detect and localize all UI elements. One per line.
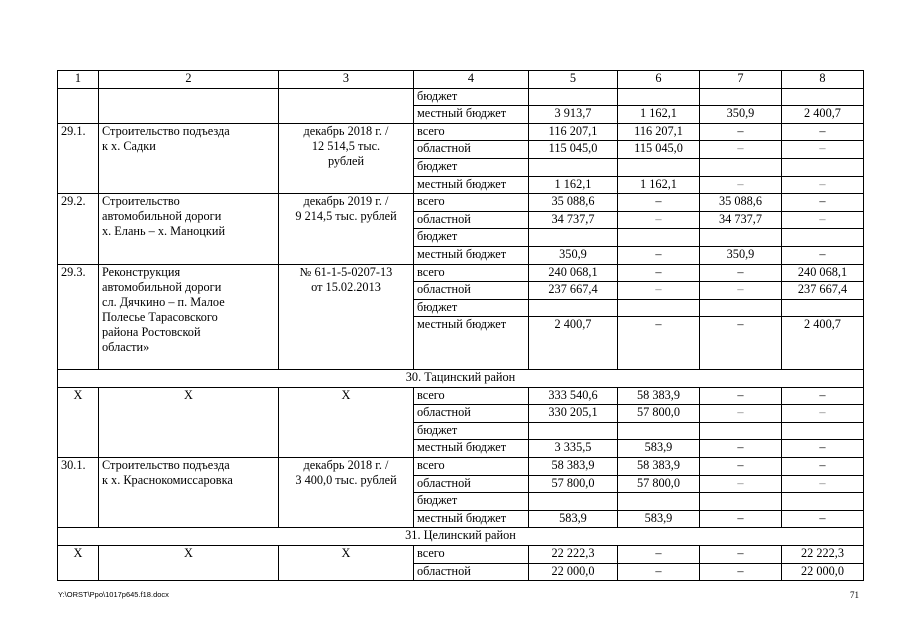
section-row [58,528,864,546]
table-cell: 58 383,9 [618,387,700,405]
table-cell: 29.3. [58,264,99,370]
table-cell: Х [99,546,279,581]
table-cell: – [782,440,864,458]
table-cell [529,299,618,317]
table-cell: 240 068,1 [782,264,864,282]
table-cell: Х [58,387,99,457]
table-cell: местный бюджет [414,440,529,458]
table-cell [58,88,99,123]
table-cell: Строительство автомобильной дороги х. Елань – х. Маноцкий [99,194,279,264]
table-cell: местный бюджет [414,317,529,370]
table-cell: 29.2. [58,194,99,264]
table-cell: декабрь 2018 г. / 3 400,0 тыс. рублей [279,458,414,528]
table-cell: – [782,458,864,476]
table-cell: 583,9 [618,440,700,458]
table-cell: всего [414,387,529,405]
table-cell: 22 000,0 [782,563,864,581]
table-cell [529,158,618,176]
table-cell: – [700,282,782,300]
table-cell: – [618,317,700,370]
table-cell: бюджет [414,493,529,511]
table-cell: – [618,563,700,581]
table-cell: – [782,211,864,229]
table-cell: бюджет [414,299,529,317]
table-cell: – [782,176,864,194]
table-cell: – [700,546,782,564]
table-cell: – [700,141,782,159]
table-cell: – [700,405,782,423]
table-cell [700,422,782,440]
table-cell [618,299,700,317]
table-cell: 22 000,0 [529,563,618,581]
table-row [58,123,864,141]
header-cell: 2 [99,71,279,89]
table-cell: 3 335,5 [529,440,618,458]
table-cell: 350,9 [700,246,782,264]
table-cell: местный бюджет [414,106,529,124]
table-cell [618,229,700,247]
footer-file-path: Y:\ORST\Ppo\1017p645.f18.docx [58,590,169,599]
table-cell: 34 737,7 [700,211,782,229]
table-cell: 29.1. [58,123,99,193]
table-cell: 240 068,1 [529,264,618,282]
table-cell: 1 162,1 [618,176,700,194]
table-cell: Реконструкция автомобильной дороги сл. Дячкино – п. Малое Полесье Тарасовского района Ростовской области» [99,264,279,370]
table-cell: бюджет [414,229,529,247]
table-cell: – [618,282,700,300]
table-cell: всего [414,458,529,476]
table-cell: 34 737,7 [529,211,618,229]
table-cell: 35 088,6 [700,194,782,212]
table-cell [618,493,700,511]
table-cell: – [782,194,864,212]
table-cell: № 61-1-5-0207-13 от 15.02.2013 [279,264,414,370]
table-cell: бюджет [414,158,529,176]
table-cell [782,88,864,106]
table-cell: 1 162,1 [618,106,700,124]
table-cell: бюджет [414,422,529,440]
header-cell: 3 [279,71,414,89]
table-cell [529,422,618,440]
table-cell: Х [99,387,279,457]
table-cell [618,422,700,440]
table-cell: – [782,475,864,493]
table-cell [700,158,782,176]
table-row [58,88,864,106]
table-cell: 35 088,6 [529,194,618,212]
table-cell [529,229,618,247]
table-cell: – [700,510,782,528]
table-cell: 22 222,3 [529,546,618,564]
table-cell: 30.1. [58,458,99,528]
header-cell: 7 [700,71,782,89]
table-cell: 237 667,4 [782,282,864,300]
table-cell [782,493,864,511]
table-cell: – [782,405,864,423]
table-cell: областной [414,475,529,493]
table-body [58,88,864,581]
table-cell: 116 207,1 [529,123,618,141]
table-cell: 237 667,4 [529,282,618,300]
table-cell: – [618,264,700,282]
table-cell: – [618,546,700,564]
table-cell: Строительство подъезда к х. Садки [99,123,279,193]
table-cell: областной [414,405,529,423]
table-cell: – [700,123,782,141]
table-cell: 115 045,0 [529,141,618,159]
table-cell: – [782,387,864,405]
table-cell: 350,9 [529,246,618,264]
table-cell [618,88,700,106]
table-cell: – [618,246,700,264]
table-row [58,546,864,564]
table-cell: местный бюджет [414,176,529,194]
table-cell: областной [414,282,529,300]
table-cell: – [618,194,700,212]
table-cell [529,493,618,511]
table-cell: Х [58,546,99,581]
table-cell: 22 222,3 [782,546,864,564]
table-cell: – [700,387,782,405]
table-cell [700,299,782,317]
table-cell: – [782,246,864,264]
table-row [58,387,864,405]
table-cell: декабрь 2019 г. / 9 214,5 тыс. рублей [279,194,414,264]
table-cell [782,299,864,317]
table-cell: 58 383,9 [618,458,700,476]
table-cell: местный бюджет [414,246,529,264]
table-cell [782,422,864,440]
table-cell [700,493,782,511]
table-cell: Х [279,387,414,457]
table-cell: 350,9 [700,106,782,124]
table-cell: 2 400,7 [529,317,618,370]
table-cell: – [782,510,864,528]
table-cell: 116 207,1 [618,123,700,141]
table-cell [618,158,700,176]
header-cell: 4 [414,71,529,89]
table-cell: местный бюджет [414,510,529,528]
table-cell: всего [414,546,529,564]
table-header-row [58,71,864,89]
table-cell: – [782,141,864,159]
table-cell: декабрь 2018 г. / 12 514,5 тыс. рублей [279,123,414,193]
table-cell [700,88,782,106]
table-cell [700,229,782,247]
table-cell: областной [414,211,529,229]
table-cell: – [700,563,782,581]
table-cell [279,88,414,123]
table-cell: 330 205,1 [529,405,618,423]
section-title: 30. Тацинский район [58,370,864,388]
table-cell: всего [414,194,529,212]
table-cell [529,88,618,106]
budget-table [57,70,864,581]
table-cell: – [700,458,782,476]
header-cell: 1 [58,71,99,89]
table-cell: областной [414,563,529,581]
header-cell: 8 [782,71,864,89]
table-cell: Строительство подъезда к х. Краснокомиссаровка [99,458,279,528]
table-cell: – [700,440,782,458]
table-cell: – [700,176,782,194]
table-cell [782,229,864,247]
table-cell: всего [414,123,529,141]
header-cell: 6 [618,71,700,89]
table-cell: 115 045,0 [618,141,700,159]
table-cell [782,158,864,176]
table-cell: 3 913,7 [529,106,618,124]
table-row [58,458,864,476]
table-cell: – [618,211,700,229]
table-cell: Х [279,546,414,581]
header-cell: 5 [529,71,618,89]
table-cell: областной [414,141,529,159]
table-cell: – [700,475,782,493]
table-row [58,264,864,282]
table-cell: – [782,123,864,141]
table-cell: бюджет [414,88,529,106]
table-row [58,194,864,212]
section-title: 31. Целинский район [58,528,864,546]
table-cell: 58 383,9 [529,458,618,476]
section-row [58,370,864,388]
table-cell: 57 800,0 [618,405,700,423]
table-cell: 57 800,0 [529,475,618,493]
table-cell: 2 400,7 [782,317,864,370]
table-cell: 583,9 [529,510,618,528]
table-cell: 1 162,1 [529,176,618,194]
table-cell: 2 400,7 [782,106,864,124]
table-cell [99,88,279,123]
table-cell: 57 800,0 [618,475,700,493]
table-cell: – [700,264,782,282]
footer-page-number: 71 [850,590,859,600]
table-cell: 333 540,6 [529,387,618,405]
table-cell: – [700,317,782,370]
table-cell: всего [414,264,529,282]
table-cell: 583,9 [618,510,700,528]
